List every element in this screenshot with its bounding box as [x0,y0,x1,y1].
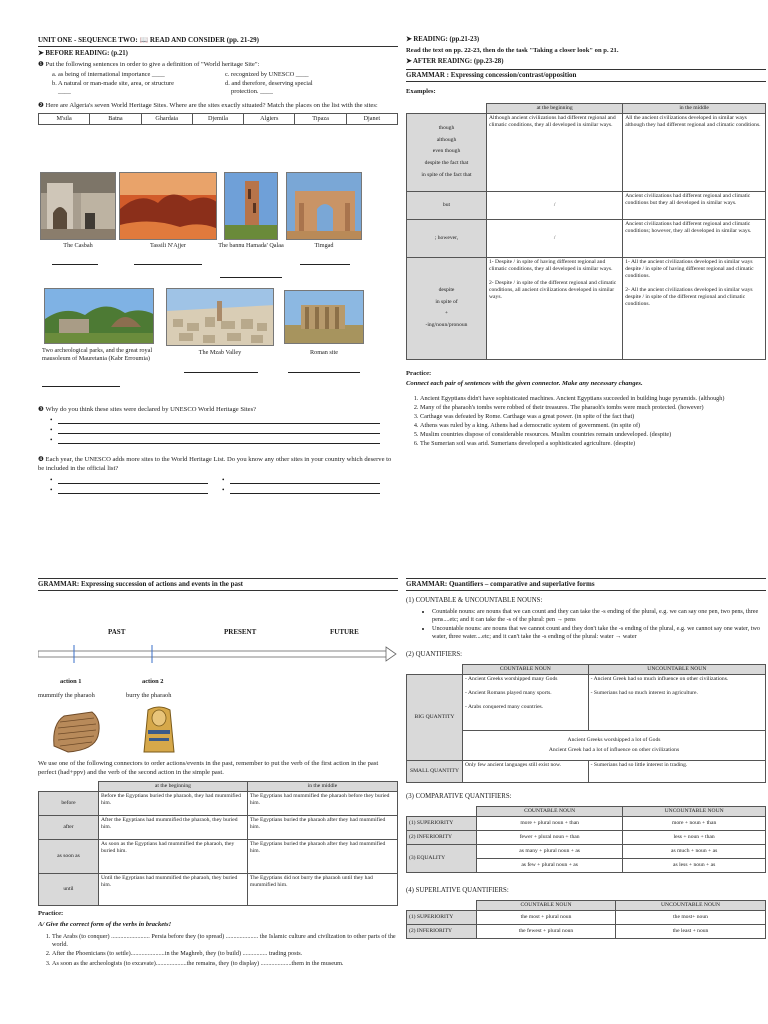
row-label: (1) SUPERIORITY [407,910,477,924]
grammar-header: GRAMMAR : Expressing concession/contrast/opposition [406,69,766,82]
row-label: but [407,191,487,219]
option-d-cont: protection. ____ [231,88,273,96]
list-item: 3. As soon as the archeologists (to excavate)....................the remains, they (to display) ....................them in the museum. [52,960,398,968]
place-item: Tipaza [295,114,346,124]
examples-label: Examples: [406,88,436,96]
col-header-countable: COUNTABLE NOUN [477,900,616,910]
table-cell: The Egyptians did not burry the pharaoh until they had mummified him. [247,874,397,906]
answer-line[interactable] [288,372,360,373]
quantifiers-table [406,664,766,783]
table-cell: The Egyptians had mummified the pharaoh before they buried him. [247,792,397,816]
caption-mzab: The Mzab Valley [198,349,242,356]
row-label: BIG QUANTITY [407,674,463,760]
corner-cell [39,782,99,792]
list-item: 1. Ancient Egyptians didn't have sophisticated machines. Ancient Egyptians succeeded in building huge pyramids. (although) [420,395,766,403]
table-cell: the least + noun [616,924,766,938]
task4-lines: • • • • [50,476,380,496]
table-cell: After the Egyptians had mummified the pharaoh, they buried him. [99,816,248,840]
corner-cell [407,103,487,113]
table-cell: 1- All the ancient civilizations developed in similar ways despite / in spite of having different regional and climatic conditions. 2- All the ancient civilizations developed in similar ways despite / in spite of the different regional and climatic conditions. [623,257,766,359]
table-cell: more + plural noun + than [477,816,623,830]
succession-table [38,781,398,906]
caption-timgad: Timgad [314,242,334,249]
caption-qalaa: The bannu Hamada' Qalaa [218,242,284,249]
before-reading-heading: ➤ BEFORE READING: (p.21) [38,50,128,58]
timeline-present: PRESENT [224,628,257,637]
caption-roman: Roman site [309,349,338,356]
corner-cell [407,900,477,910]
answer-line[interactable] [134,264,202,265]
noun-definitions [406,608,766,641]
table-cell: - Ancient Greek had so much influence on other civilizations. - Sumerians had so much interest in agriculture. [588,674,765,730]
table-cell: The Egyptians buried the pharaoh after they had mummified him. [247,840,397,874]
task2-text: ❷ Here are Algeria's seven World Heritage Sites. Where are the sites exactly situated? Match the places on the list with the sites: [38,102,378,110]
table-cell: Before the Egyptians buried the pharaoh, they had mummified him. [99,792,248,816]
col-header-begin: at the beginning [99,782,248,792]
row-label: (2) INFERIORITY [407,924,477,938]
table-cell: the most + plural noun [477,910,616,924]
row-label: (3) EQUALITY [407,844,477,872]
mummy-icon [48,706,104,756]
list-item: • Countable nouns: are nouns that we can count and they can take the -s ending of the plural, e.g. we can say one pen, two pens, three pens....etc; and it can take the -s of the plural: pen → pens [432,608,766,624]
option-a: a. as being of international importance ____ [52,71,165,79]
action1-label: action 1 [60,678,82,686]
mzab-photo [166,288,274,346]
table-cell: as much + noun + as [623,844,766,858]
practice-list [38,933,398,967]
table-cell: less + noun + than [623,830,766,844]
practice-label: Practice: [38,910,64,918]
place-item: Ghardaia [142,114,193,124]
answer-line[interactable] [52,264,98,265]
list-item: 1. The Arabs (to conquer) ......................... Persia before they (to spread) ..................... the Islamic culture and civilization to other parts of the world. [52,933,398,949]
mausoleum-photo [44,288,154,344]
table-cell: Ancient civilizations had different regional and climatic conditions; however, they all developed in similar ways. [623,219,766,257]
table-cell: 1- Despite / in spite of having different regional and climatic conditions, they all developed in similar ways. 2- Despite / in spite of the different regional and climatic conditions, all ancient civilizations developed in similar ways. [487,257,623,359]
worksheet-page-concession [406,36,766,526]
answer-line[interactable] [300,264,350,265]
corner-cell [407,806,477,816]
timeline-past: PAST [108,628,126,637]
table-cell: Until the Egyptians had mummified the pharaoh, they buried him. [99,874,248,906]
place-item: M'sila [39,114,90,124]
table-cell: Ancient civilizations had different regional and climatic conditions but they all developed in similar ways. [623,191,766,219]
corner-cell [407,665,463,675]
action2-text: burry the pharaoh [126,692,172,700]
answer-line[interactable] [58,428,380,434]
places-list [38,113,398,125]
list-item: 4. Athens was ruled by a king. Athens had a democratic system of government. (in spite of) [420,422,766,430]
worksheet-page-quantifiers [406,578,766,1024]
actions [38,692,398,754]
table-cell: The Egyptians buried the pharaoh after they had mummified him. [247,816,397,840]
worksheet-page-reading [38,36,398,506]
option-b: b. A natural or man-made site, area, or structure [52,79,174,87]
answer-line[interactable] [58,488,208,494]
caption-tassili: Tassili N'Ajjer [150,242,186,249]
task3-text: ❸ Why do you think these sites were declared by UNESCO World Heritage Sites? [38,406,257,413]
intro-text-content: We use one of the following connectors to order actions/events in the past, remember to put the verb of the first action in the past perfect (had+ppv) and the verb of the second action in the simple past. [38,760,379,776]
place-item: Djemila [193,114,244,124]
practice-instruction: Connect each pair of sentences with the given connector. Make any necessary changes. [406,380,643,388]
col-header-middle: in the middle [247,782,397,792]
practice-instruction: A/ Give the correct form of the verbs in brackets! [38,920,172,928]
section-superlative: (4) SUPERLATIVE QUANTIFIERS: [406,886,509,894]
table-cell: the fewest + plural noun [477,924,616,938]
reading-heading: ➤ READING: (pp.21-23) [406,36,480,43]
option-b-blank: ____ [58,88,71,96]
roman-site-photo [284,290,364,344]
concession-table [406,103,766,360]
section-countable: (1) COUNTABLE & UNCOUNTABLE NOUNS: [406,597,543,605]
table-cell: - Ancient Greeks worshipped many Gods - Ancient Romans played many sports. - Arabs conquered many countries. [463,674,589,730]
row-label: until [39,874,99,906]
practice-list [406,395,766,448]
sarcophagus-icon [134,706,184,756]
place-item: Batna [90,114,141,124]
task3-lines: • • • [50,416,380,446]
row-label: ; however, [407,219,487,257]
table-cell: Although ancient civilizations had different regional and climatic conditions, they all developed in similar ways. [487,113,623,191]
place-item: Djanet [363,115,381,123]
section-comparative: (3) COMPARATIVE QUANTIFIERS: [406,792,512,800]
timgad-photo [286,172,362,240]
table-cell: more + noun + than [623,816,766,830]
casbah-photo [40,172,116,240]
col-header-middle: in the middle [623,103,766,113]
answer-line[interactable] [230,488,380,494]
action1-text: mummify the pharaoh [38,692,95,700]
table-cell: fewer + plural noun + than [477,830,623,844]
table-cell: as many + plural noun + as [477,844,623,858]
table-cell: Ancient Greeks worshipped a lot of Gods Ancient Greek had a lot of influence on other civilizations [463,730,766,760]
superlative-table [406,900,766,939]
list-item: 6. The Sumerian soil was arid. Sumerians developed a sophisticated agriculture. (despite) [420,440,766,448]
row-label: after [39,816,99,840]
row-label: as soon as [39,840,99,874]
section-quantifiers: (2) QUANTIFIERS: [406,651,463,659]
list-item: • Uncountable nouns: are nouns that we cannot count and they don't take the -s ending of the plural, e.g. we cannot say one water, two water, three water....etc; and it can't take the -s ending of the plural: water → water [432,625,766,641]
list-item: 5. Muslim countries dispose of considerable resources. Muslim countries remain undeveloped. (despite) [420,431,766,439]
options-grid [38,71,398,96]
table-cell: as few + plural noun + as [477,858,623,872]
row-label: (1) SUPERIORITY [407,816,477,830]
task4-text: ❹ Each year, the UNESCO adds more sites to the World Heritage List. Do you know any other sites in your country which deserve to be included in the official list? [38,456,392,472]
reading-instruction: Read the text on pp. 22-23, then do the task "Taking a closer look" on p. 21. [406,46,619,54]
answer-line[interactable] [58,478,208,484]
option-c: c. recognized by UNESCO ____ [225,71,309,79]
tassili-photo [119,172,217,240]
intro-text [38,760,398,777]
col-header-begin: at the beginning [487,103,623,113]
col-header-countable: COUNTABLE NOUN [477,806,623,816]
answer-line[interactable] [58,438,380,444]
table-cell: / [487,219,623,257]
answer-line[interactable] [58,418,380,424]
practice-label: Practice: [406,369,432,377]
grammar-header: GRAMMAR: Expressing succession of actions and events in the past [38,578,398,591]
row-label: despite in spite of + -ing/noun/pronoun [407,257,487,359]
timeline-future: FUTURE [330,628,359,637]
row-label: though although even though despite the fact that in spite of the fact that [407,113,487,191]
table-cell: Only few ancient languages still exist now. [463,760,589,782]
comparative-table [406,806,766,873]
list-item: 2. After the Phoenicians (to settle)......................in the Maghreb, they (to build) ................ trading posts. [52,950,398,958]
col-header-uncountable: UNCOUNTABLE NOUN [623,806,766,816]
table-cell: All the ancient civilizations developed in similar ways although they had different regional and climatic conditions. [623,113,766,191]
action2-label: action 2 [142,678,164,686]
caption-casbah: The Casbah [63,242,93,249]
col-header-uncountable: UNCOUNTABLE NOUN [588,665,765,675]
row-label: (2) INFERIORITY [407,830,477,844]
table-cell: / [487,191,623,219]
page-header: UNIT ONE - SEQUENCE TWO: 📖 READ AND CONSIDER (pp. 21-29) [38,36,398,47]
col-header-uncountable: UNCOUNTABLE NOUN [616,900,766,910]
timeline [38,594,398,684]
row-label: SMALL QUANTITY [407,760,463,782]
place-item: Algiers [244,114,295,124]
answer-line[interactable] [220,277,282,278]
caption-mausoleum: Two archeological parks, and the great royal mausoleum of Mauretania (Kabr Erroumia) [42,347,153,363]
col-header-countable: COUNTABLE NOUN [463,665,589,675]
option-d: d. and therefore, deserving special [225,79,313,87]
task1-text: ❶ Put the following sentences in order to give a definition of "World heritage Site": [38,60,260,68]
table-cell: as less + noun + as [623,858,766,872]
worksheet-page-succession [38,578,398,1024]
list-item: 3. Carthage was defeated by Rome. Carthage was a great power. (in spite of the fact that) [420,413,766,421]
table-cell: - Sumerians had so little interest in trading. [588,760,765,782]
answer-line[interactable] [42,386,120,387]
table-cell: As soon as the Egyptians had mummified the pharaoh, they buried him. [99,840,248,874]
answer-line[interactable] [230,478,380,484]
grammar-header: GRAMMAR: Quantifiers – comparative and superlative forms [406,578,766,591]
timeline-arrow-icon [38,642,398,672]
after-reading-heading: ➤ AFTER READING: (pp.23-28) [406,58,504,66]
table-cell: the most+ noun [616,910,766,924]
list-item: 2. Many of the pharaoh's tombs were robbed of their treasures. The pharaoh's tombs were much protected. (however) [420,404,766,412]
qalaa-photo [224,172,278,240]
row-label: before [39,792,99,816]
answer-line[interactable] [184,372,258,373]
